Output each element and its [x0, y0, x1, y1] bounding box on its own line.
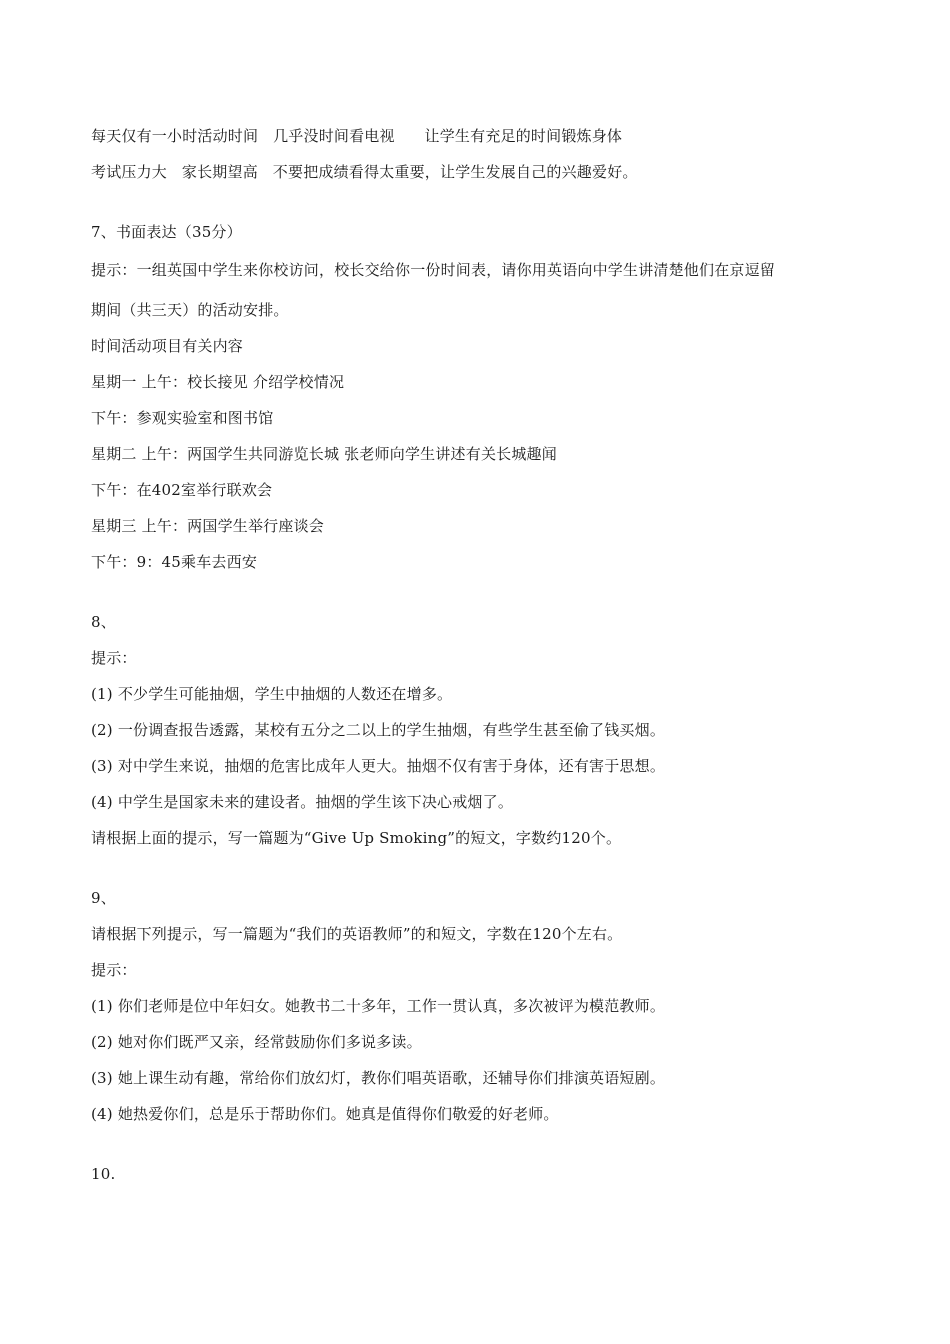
q9-point: (1) 你们老师是位中年妇女。她教书二十多年，工作一贯认真，多次被评为模范教师。 — [91, 997, 666, 1015]
q7-heading: 7、书面表达（35分） — [91, 223, 242, 241]
q7-row: 下午：9：45乘车去西安 — [91, 553, 258, 571]
q7-row: 星期一 上午：校长接见 介绍学校情况 — [91, 373, 345, 391]
q7-row: 下午：在402室举行联欢会 — [91, 481, 273, 499]
q9-point: (3) 她上课生动有趣，常给你们放幻灯，教你们唱英语歌，还辅导你们排演英语短剧。 — [91, 1069, 666, 1087]
q8-point: (1) 不少学生可能抽烟，学生中抽烟的人数还在增多。 — [91, 685, 453, 703]
q7-table-header: 时间活动项目有关内容 — [91, 337, 244, 355]
q7-prompt-line-1: 提示：一组英国中学生来你校访问，校长交给你一份时间表，请你用英语向中学生讲清楚他们在京逗留 — [91, 261, 776, 279]
q7-row: 星期三 上午：两国学生举行座谈会 — [91, 517, 324, 535]
q8-instruction: 请根据上面的提示，写一篇题为“Give Up Smoking”的短文，字数约120个。 — [91, 829, 622, 847]
q9-hint-label: 提示： — [91, 961, 137, 979]
q9-heading: 9、 — [91, 889, 116, 907]
q7-row: 星期二 上午：两国学生共同游览长城 张老师向学生讲述有关长城趣闻 — [91, 445, 557, 463]
q8-heading: 8、 — [91, 613, 116, 631]
intro-line-1: 每天仅有一小时活动时间 几乎没时间看电视 让学生有充足的时间锻炼身体 — [91, 127, 623, 145]
q8-point: (3) 对中学生来说，抽烟的危害比成年人更大。抽烟不仅有害于身体，还有害于思想。 — [91, 757, 666, 775]
intro-line-2: 考试压力大 家长期望高 不要把成绩看得太重要，让学生发展自己的兴趣爱好。 — [91, 163, 638, 181]
q7-row: 下午：参观实验室和图书馆 — [91, 409, 274, 427]
q10-heading: 10. — [91, 1165, 116, 1183]
q8-point: (2) 一份调查报告透露，某校有五分之二以上的学生抽烟，有些学生甚至偷了钱买烟。 — [91, 721, 666, 739]
q9-instruction: 请根据下列提示，写一篇题为“我们的英语教师”的和短文，字数在120个左右。 — [91, 925, 623, 943]
q8-hint-label: 提示： — [91, 649, 137, 667]
q9-point: (4) 她热爱你们，总是乐于帮助你们。她真是值得你们敬爱的好老师。 — [91, 1105, 559, 1123]
q8-point: (4) 中学生是国家未来的建设者。抽烟的学生该下决心戒烟了。 — [91, 793, 514, 811]
q7-prompt-line-2: 期间（共三天）的活动安排。 — [91, 301, 289, 319]
q9-point: (2) 她对你们既严又亲，经常鼓励你们多说多读。 — [91, 1033, 422, 1051]
